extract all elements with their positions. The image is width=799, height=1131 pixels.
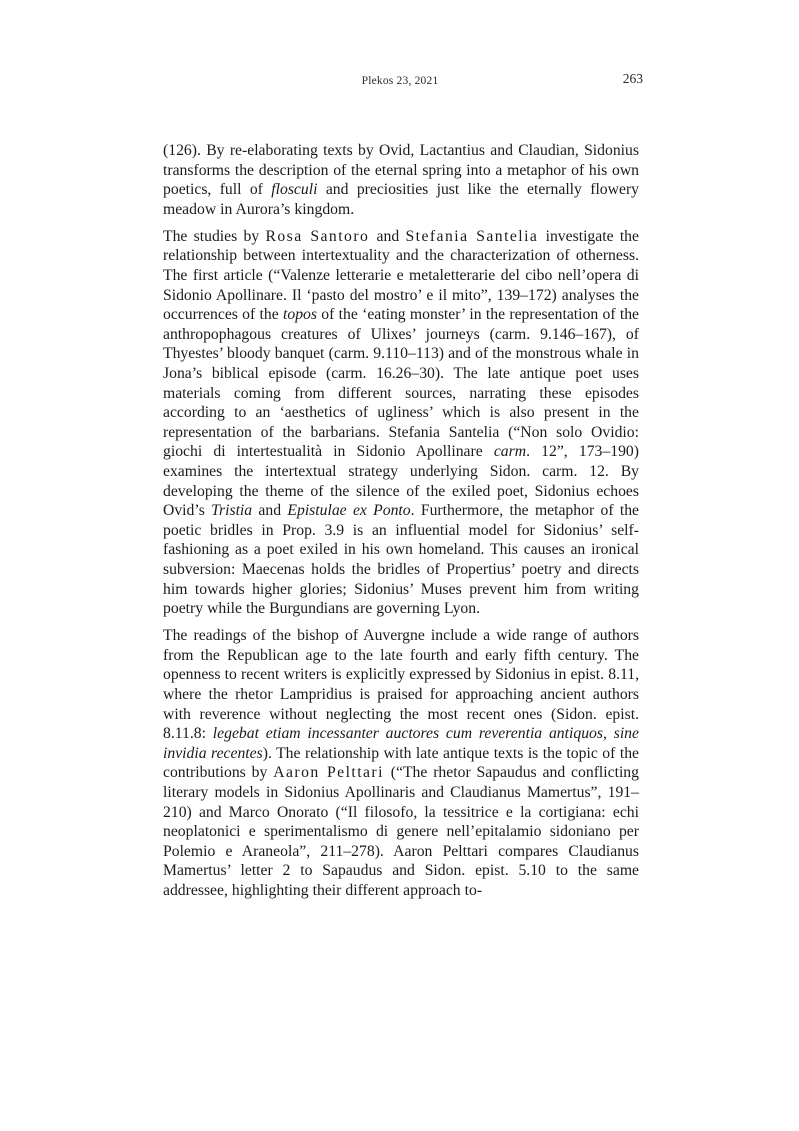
- text-run: of the ‘eating monster’ in the representation of the anthropophagous creatures of Ulixes’ journeys (carm. 9.146–167), of Thyestes’ bloody banquet (carm. 9.110–113) and of the monstrous whale in Jona’s biblical episode (carm. 16.26–30). The late antique poet uses materials coming from different sources, narrating these episodes according to an ‘aesthetics of ugliness’ which is also present in the representation of the barbarians. Stefania Santelia (“Non solo Ovidio: giochi di intertestualità in Sidonio Apollinare: [163, 306, 639, 461]
- italic-citation: legebat etiam incessanter auctores cum reverentia antiquos, sine invidia recentes: [163, 725, 639, 762]
- italic-citation: carm: [493, 443, 527, 461]
- running-head-journal-title: Plekos 23, 2021: [361, 75, 439, 87]
- italic-citation: topos: [283, 306, 317, 324]
- text-run: (“The rhetor Sapaudus and conflicting literary models in Sidonius Apollinaris and Claudianus Mamertus”, 191–210) and Marco Onorato (“Il filosofo, la tessitrice e la cortigiana: echi neoplatonici e sperimentalismo di genere nell’epitalamio sidoniano per Polemio e Araneola”, 211–278). Aaron Pelttari compares Claudianus Mamertus’ letter 2 to Sapaudus and Sidon. epist. 5.10 to the same addressee, highlighting their different approach to-: [163, 764, 639, 899]
- text-run: and: [252, 502, 288, 520]
- paragraph: [163, 227, 639, 619]
- text-run: and: [370, 227, 406, 245]
- author-name: Rosa Santoro: [265, 227, 370, 245]
- text-run: . Furthermore, the metaphor of the poetic bridles in Prop. 3.9 is an influential model for Sidonius’ self-fashioning as a poet exiled in his own homeland. This causes an ironical subversion: Maecenas holds the bridles of Propertius’ poetry and directs him towards higher glories; Sidonius’ Muses prevent him from writing poetry while the Burgundians are governing Lyon.: [163, 502, 639, 618]
- text-run: ). The relationship with late antique texts is the topic of the contributions by: [163, 744, 639, 782]
- running-head: [163, 71, 643, 91]
- italic-citation: Epistulae ex Ponto: [287, 502, 411, 520]
- italic-citation: flosculi: [271, 181, 318, 199]
- paragraph: [163, 141, 639, 219]
- text-run: and preciosities just like the eternally flowery meadow in Aurora’s kingdom.: [163, 181, 640, 218]
- body-text-block: [163, 141, 639, 901]
- text-run: investigate the relationship between intertextuality and the characterization of otherness. The first article (“Valenze letterarie e metaletterarie del cibo nell’opera di Sidonio Apollinare. Il ‘pasto del mostro’ e il mito”, 139–172) analyses the occurrences of the: [163, 227, 639, 324]
- author-name: Aaron Pelttari: [273, 764, 384, 782]
- text-run: (126). By re-elaborating texts by Ovid, Lactantius and Claudian, Sidonius transforms the description of the eternal spring into a metaphor of his own poetics, full of: [163, 142, 639, 199]
- page-number: 263: [622, 71, 643, 86]
- italic-citation: Tristia: [211, 502, 253, 520]
- text-run: The studies by: [163, 227, 266, 245]
- text-run: The readings of the bishop of Auvergne include a wide range of authors from the Republican age to the late fourth and early fifth century. The openness to recent writers is explicitly expressed by Sidonius in epist. 8.11, where the rhetor Lampridius is praised for approaching ancient authors with reverence without neglecting the most recent ones (Sidon. epist. 8.11.8:: [163, 627, 639, 743]
- author-name: Stefania Santelia: [405, 227, 539, 245]
- paragraph: [163, 626, 639, 900]
- text-run: . 12”, 173–190) examines the intertextual strategy underlying Sidon. carm. 12. By developing the theme of the silence of the exiled poet, Sidonius echoes Ovid’s: [163, 443, 639, 520]
